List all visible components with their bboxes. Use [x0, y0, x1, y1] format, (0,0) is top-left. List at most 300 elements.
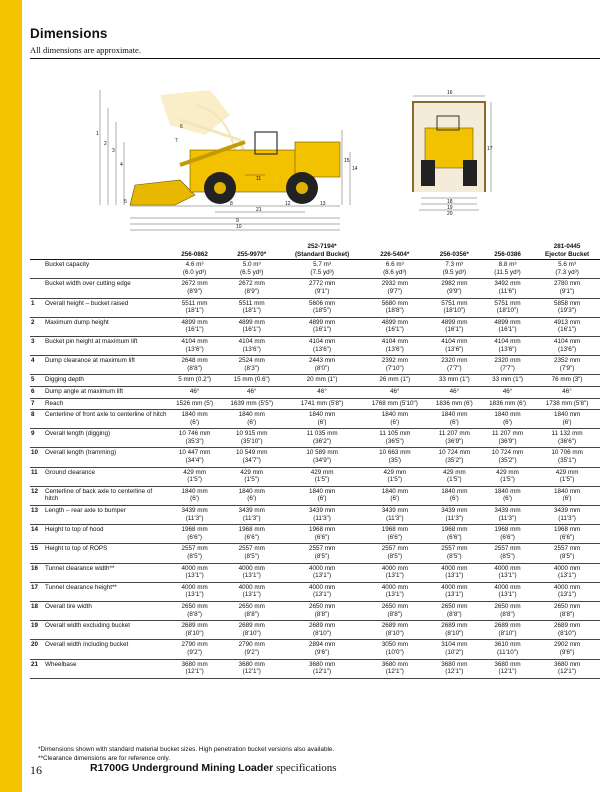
table-cell — [534, 486, 600, 505]
table-cell — [168, 448, 221, 467]
metric-value: 4899 mm — [238, 318, 265, 326]
imperial-value: (6.5 yd³) — [240, 268, 264, 276]
imperial-value: (11'3") — [385, 514, 404, 522]
imperial-value: (6') — [190, 418, 200, 426]
callout-label: 1 — [96, 131, 99, 137]
metric-value: 1968 mm — [381, 526, 408, 534]
table-cell — [428, 279, 481, 298]
metric-value: 1526 mm (5') — [176, 399, 214, 407]
table-cell — [221, 356, 282, 375]
metric-value: 1968 mm — [494, 526, 521, 534]
metric-value: 2772 mm — [308, 280, 336, 288]
col-header: 255-9970* — [221, 242, 282, 260]
metric-value: 2352 mm — [553, 357, 581, 365]
table-cell — [282, 506, 362, 525]
table-cell — [221, 317, 282, 336]
row-number: 11 — [30, 467, 44, 486]
metric-value: 2557 mm — [553, 545, 581, 553]
table-cell — [428, 317, 481, 336]
table-cell — [481, 582, 534, 601]
imperial-value: (6') — [390, 495, 400, 503]
metric-value: 5858 mm — [553, 299, 581, 307]
table-cell — [428, 448, 481, 467]
imperial-value: (18'8") — [385, 307, 404, 315]
table-cell — [221, 298, 282, 317]
table-row — [30, 375, 600, 387]
metric-value: 4899 mm — [181, 318, 208, 326]
table-cell — [282, 375, 362, 387]
table-row — [30, 298, 600, 317]
row-label: Length – rear axle to bumper — [44, 506, 168, 525]
table-cell — [221, 544, 282, 563]
imperial-value: (35'10") — [240, 437, 263, 445]
metric-value: 4899 mm — [494, 318, 521, 326]
metric-value: 1968 mm — [181, 526, 208, 534]
imperial-value: (7'9") — [559, 364, 575, 372]
imperial-value: (13'1") — [558, 572, 577, 580]
imperial-value: (8'5") — [500, 553, 515, 560]
table-cell — [428, 640, 481, 659]
imperial-value: (34'4") — [185, 457, 204, 465]
imperial-value: (6') — [562, 495, 572, 503]
row-number: 10 — [30, 448, 44, 467]
imperial-value: (1'5") — [559, 476, 575, 484]
imperial-value: (16'1") — [558, 326, 577, 334]
metric-value: 4104 mm — [494, 337, 521, 345]
table-cell — [168, 317, 221, 336]
metric-value: 2894 mm — [308, 641, 336, 649]
table-cell — [428, 356, 481, 375]
row-label: Tunnel clearance height** — [44, 582, 168, 601]
table-row — [30, 486, 600, 505]
row-label: Overall tire width — [44, 601, 168, 620]
imperial-value: (13'1") — [498, 591, 517, 599]
imperial-value: (9'1") — [559, 287, 575, 295]
imperial-value: (12'1") — [313, 668, 332, 676]
metric-value: 2557 mm — [238, 545, 265, 553]
metric-value: 2392 mm — [381, 357, 408, 365]
table-cell — [481, 317, 534, 336]
imperial-value: (16'1") — [185, 326, 204, 334]
table-cell — [428, 621, 481, 640]
table-cell — [362, 336, 428, 355]
imperial-value: (18'1") — [242, 307, 261, 315]
metric-value: 10 915 mm — [235, 430, 268, 438]
table-cell — [481, 525, 534, 544]
imperial-value: (8'8") — [387, 610, 403, 618]
metric-value: 33 mm (1") — [492, 376, 523, 384]
metric-value: 2689 mm — [494, 622, 521, 630]
table-cell — [168, 640, 221, 659]
imperial-value: (8'10") — [242, 629, 261, 637]
metric-value: 10 706 mm — [551, 449, 583, 457]
table-cell — [168, 467, 221, 486]
imperial-value: (12'1") — [498, 668, 517, 676]
loader-body — [130, 132, 340, 205]
imperial-value: (8'8") — [244, 610, 260, 618]
metric-value: 2689 mm — [381, 622, 408, 630]
metric-value: 2982 mm — [441, 280, 468, 288]
table-cell — [481, 659, 534, 678]
imperial-value: (7.5 yd³) — [310, 268, 334, 276]
table-cell — [534, 467, 600, 486]
imperial-value: (13'6") — [313, 345, 332, 353]
table-cell — [362, 298, 428, 317]
imperial-value: (13'1") — [558, 591, 577, 599]
imperial-value: (13'1") — [313, 591, 332, 599]
imperial-value: (13'1") — [242, 591, 261, 599]
metric-value: 2650 mm — [238, 602, 265, 610]
col-header: 226-5404* — [362, 242, 428, 260]
metric-value: 1968 mm — [441, 526, 468, 534]
row-number: 21 — [30, 659, 44, 678]
table-cell — [534, 601, 600, 620]
table-cell — [282, 317, 362, 336]
imperial-value: (6') — [503, 418, 512, 426]
metric-value: 2790 mm — [238, 641, 265, 649]
table-cell — [221, 375, 282, 387]
imperial-value: (1'5") — [387, 476, 403, 484]
imperial-value: (6') — [247, 495, 257, 503]
table-cell — [168, 260, 221, 279]
row-number: 17 — [30, 582, 44, 601]
table-cell — [282, 525, 362, 544]
imperial-value: (1'5") — [500, 476, 515, 484]
table-cell — [428, 467, 481, 486]
metric-value: 33 mm (1") — [438, 376, 470, 384]
metric-value: 4000 mm — [308, 564, 336, 572]
row-number: 18 — [30, 601, 44, 620]
table-cell — [282, 486, 362, 505]
metric-value: 3439 mm — [238, 507, 265, 515]
table-cell — [481, 429, 534, 448]
metric-value: 2780 mm — [553, 280, 581, 288]
table-cell — [428, 525, 481, 544]
metric-value: 429 mm — [240, 468, 264, 476]
metric-value: 5511 mm — [181, 299, 208, 307]
metric-value: 76 mm (3") — [551, 376, 583, 384]
table-cell — [282, 398, 362, 410]
imperial-value: (8'8") — [314, 610, 330, 618]
row-number: 14 — [30, 525, 44, 544]
imperial-value: (16'1") — [498, 326, 517, 334]
row-label: Centerline of front axle to centerline of hitch — [44, 410, 168, 429]
imperial-value: (13'1") — [445, 591, 464, 599]
imperial-value: (6') — [317, 418, 327, 426]
callout-label: 16 — [447, 90, 453, 96]
row-number: 2 — [30, 317, 44, 336]
metric-value: 1840 mm — [441, 487, 468, 495]
table-cell — [168, 486, 221, 505]
table-cell — [534, 298, 600, 317]
table-row — [30, 336, 600, 355]
imperial-value: (8'5") — [387, 553, 403, 560]
table-cell — [428, 506, 481, 525]
row-number: 1 — [30, 298, 44, 317]
table-cell — [428, 563, 481, 582]
imperial-value: (8'5") — [314, 553, 330, 560]
table-cell — [282, 279, 362, 298]
imperial-value: (11'3") — [313, 514, 331, 522]
table-cell — [428, 544, 481, 563]
metric-value: 6.6 m³ — [385, 261, 404, 269]
metric-value: 2689 mm — [181, 622, 208, 630]
metric-value: 3680 mm — [238, 660, 265, 668]
callout-label: 5 — [124, 199, 127, 205]
imperial-value: (13'6") — [445, 345, 464, 353]
imperial-value: (11'3") — [242, 514, 261, 522]
metric-value: 2650 mm — [494, 602, 521, 610]
imperial-value: (11'3") — [445, 514, 464, 522]
table-cell — [481, 467, 534, 486]
metric-value: 11 207 mm — [492, 430, 524, 438]
metric-value: 46° — [390, 387, 400, 395]
callout-label: 4 — [120, 162, 123, 168]
table-cell — [168, 336, 221, 355]
table-cell — [534, 544, 600, 563]
table-cell — [221, 621, 282, 640]
imperial-value: (13'1") — [185, 591, 204, 599]
metric-value: 2790 mm — [181, 641, 208, 649]
row-label: Ground clearance — [44, 467, 168, 486]
table-cell — [362, 525, 428, 544]
table-cell — [168, 544, 221, 563]
metric-value: 4000 mm — [441, 564, 468, 572]
row-label: Reach — [44, 398, 168, 410]
imperial-value: (36'9") — [445, 437, 464, 445]
callout-label: 7 — [175, 138, 178, 144]
metric-value: 1840 mm — [238, 487, 265, 495]
metric-value: 2557 mm — [181, 545, 208, 553]
table-cell — [168, 659, 221, 678]
metric-value: 1738 mm (5'8") — [545, 399, 589, 407]
imperial-value: (13'1") — [185, 572, 204, 580]
table-row — [30, 398, 600, 410]
table-cell — [221, 582, 282, 601]
table-cell — [428, 298, 481, 317]
imperial-value: (36'9") — [498, 437, 517, 445]
imperial-value: (10'2") — [445, 648, 464, 656]
metric-value: 2902 mm — [553, 641, 581, 649]
row-label: Wheelbase — [44, 659, 168, 678]
row-label: Overall height – bucket raised — [44, 298, 168, 317]
metric-value: 4104 mm — [308, 337, 336, 345]
metric-value: 2689 mm — [308, 622, 336, 630]
table-cell — [168, 386, 221, 398]
table-cell — [362, 601, 428, 620]
imperial-value: (8'10") — [498, 629, 517, 637]
table-cell — [221, 398, 282, 410]
imperial-value: (18'10") — [443, 307, 466, 315]
table-cell — [481, 410, 534, 429]
metric-value: 4000 mm — [308, 583, 336, 591]
metric-value: 2650 mm — [308, 602, 336, 610]
metric-value: 3104 mm — [441, 641, 468, 649]
metric-value: 2524 mm — [238, 357, 265, 365]
metric-value: 2689 mm — [553, 622, 581, 630]
metric-value: 4000 mm — [238, 564, 265, 572]
table-cell — [168, 279, 221, 298]
imperial-value: (6'6") — [387, 533, 403, 541]
metric-value: 1968 mm — [553, 526, 581, 534]
metric-value: 4104 mm — [553, 337, 581, 345]
metric-value: 2689 mm — [238, 622, 265, 630]
table-cell — [282, 386, 362, 398]
metric-value: 3680 mm — [381, 660, 408, 668]
imperial-value: (35') — [388, 457, 402, 465]
row-label: Maximum dump height — [44, 317, 168, 336]
callout-label: 11 — [256, 176, 262, 182]
imperial-value: (13'6") — [385, 345, 404, 353]
imperial-value: (13'6") — [185, 345, 204, 353]
metric-value: 26 mm (1") — [379, 376, 411, 384]
row-label: Bucket pin height at maximum lift — [44, 336, 168, 355]
table-cell — [481, 640, 534, 659]
imperial-value: (6'6") — [314, 533, 330, 541]
metric-value: 429 mm — [442, 468, 466, 476]
footnote: *Dimensions shown with standard material bucket sizes. High penetration bucket versions also available. — [38, 746, 335, 753]
imperial-value: (8'9") — [187, 287, 202, 295]
table-cell — [362, 429, 428, 448]
col-header: 256-0862 — [168, 242, 221, 260]
imperial-value: (7'10") — [385, 364, 404, 372]
metric-value: 1840 mm — [553, 487, 581, 495]
imperial-value: (8'0") — [314, 364, 330, 372]
metric-value: 10 589 mm — [306, 449, 338, 457]
imperial-value: (36'6") — [558, 437, 577, 445]
callout-label: 10 — [236, 224, 242, 230]
metric-value: 1840 mm — [238, 411, 265, 419]
callout-label: 12 — [285, 201, 291, 207]
imperial-value: (35'2") — [445, 457, 464, 465]
row-label: Dump clearance at maximum lift — [44, 356, 168, 375]
table-row — [30, 582, 600, 601]
metric-value: 8.8 m³ — [498, 261, 517, 269]
table-cell — [534, 336, 600, 355]
metric-value: 1840 mm — [381, 487, 408, 495]
row-number: 6 — [30, 386, 44, 398]
table-row — [30, 317, 600, 336]
imperial-value: (7.3 yd³) — [555, 268, 579, 276]
table-row — [30, 525, 600, 544]
metric-value: 10 724 mm — [438, 449, 471, 457]
table-cell — [168, 375, 221, 387]
metric-value: 4000 mm — [494, 564, 521, 572]
table-cell — [282, 640, 362, 659]
col-header: 281-0445 Ejector Bucket — [534, 242, 600, 260]
imperial-value: (34'9") — [313, 457, 332, 465]
table-body — [30, 260, 600, 679]
metric-value: 5606 mm — [308, 299, 336, 307]
metric-value: 4000 mm — [238, 583, 265, 591]
table-cell — [534, 621, 600, 640]
table-cell — [428, 601, 481, 620]
table-cell — [168, 563, 221, 582]
imperial-value: (18'10") — [496, 307, 519, 315]
metric-value: 5 mm (0.2") — [178, 376, 211, 384]
callout-label: 20 — [447, 211, 453, 217]
table-cell — [168, 621, 221, 640]
table-cell — [282, 563, 362, 582]
metric-value: 46° — [502, 387, 513, 395]
row-number: 9 — [30, 429, 44, 448]
col-header-num — [30, 242, 44, 260]
metric-value: 2557 mm — [308, 545, 336, 553]
imperial-value: (8'10") — [445, 629, 464, 637]
callout-label: 2 — [104, 141, 107, 147]
table-row — [30, 448, 600, 467]
metric-value: 10 663 mm — [379, 449, 411, 457]
metric-value: 3680 mm — [553, 660, 581, 668]
metric-value: 1840 mm — [181, 487, 208, 495]
metric-value: 1836 mm (6') — [489, 399, 526, 407]
metric-value: 11 132 mm — [551, 430, 583, 438]
callout-label: 15 — [344, 158, 350, 164]
imperial-value: (8'5") — [447, 553, 462, 560]
table-cell — [168, 398, 221, 410]
metric-value: 4000 mm — [381, 564, 408, 572]
imperial-value: (6') — [449, 418, 459, 426]
footer-title — [90, 762, 337, 774]
table-cell — [362, 544, 428, 563]
row-number: 3 — [30, 336, 44, 355]
imperial-value: (8'8") — [187, 610, 202, 618]
table-cell — [362, 398, 428, 410]
table-cell — [362, 582, 428, 601]
imperial-value: (11.5 yd³) — [494, 268, 521, 276]
callout-label: 9 — [236, 218, 239, 224]
imperial-value: (11'3") — [498, 514, 517, 522]
imperial-value: (13'1") — [385, 591, 404, 599]
title-rule — [30, 58, 600, 59]
table-row — [30, 640, 600, 659]
imperial-value: (36'2") — [313, 437, 332, 445]
row-label: Tunnel clearance width** — [44, 563, 168, 582]
table-cell — [282, 467, 362, 486]
footnote: **Clearance dimensions are for reference only. — [38, 755, 171, 762]
imperial-value: (6') — [390, 418, 400, 426]
imperial-value: (9'2") — [244, 648, 260, 656]
imperial-value: (13'6") — [558, 345, 577, 353]
page-number: 16 — [30, 763, 42, 777]
side-view-illustration — [30, 80, 400, 240]
metric-value: 3439 mm — [381, 507, 408, 515]
table-cell — [428, 386, 481, 398]
imperial-value: (8'10") — [185, 629, 204, 637]
imperial-value: (12'1") — [385, 668, 404, 676]
row-number: 16 — [30, 563, 44, 582]
table-row — [30, 429, 600, 448]
imperial-value: (11'10") — [496, 648, 519, 656]
metric-value: 4899 mm — [381, 318, 408, 326]
table-row — [30, 601, 600, 620]
imperial-value: (11'6") — [498, 287, 517, 295]
imperial-value: (1'5") — [314, 476, 330, 484]
table-cell — [428, 582, 481, 601]
metric-value: 1840 mm — [441, 411, 468, 419]
metric-value: 10 724 mm — [491, 449, 524, 457]
imperial-value: (6'6") — [447, 533, 462, 541]
table-cell — [168, 356, 221, 375]
col-header: 256-0386 — [481, 242, 534, 260]
table-row — [30, 410, 600, 429]
imperial-value: (8'9") — [244, 287, 260, 295]
imperial-value: (8'5") — [244, 553, 260, 560]
metric-value: 4000 mm — [553, 564, 581, 572]
imperial-value: (11'3") — [558, 514, 576, 522]
table-cell — [282, 601, 362, 620]
callout-label: 8 — [230, 201, 233, 207]
